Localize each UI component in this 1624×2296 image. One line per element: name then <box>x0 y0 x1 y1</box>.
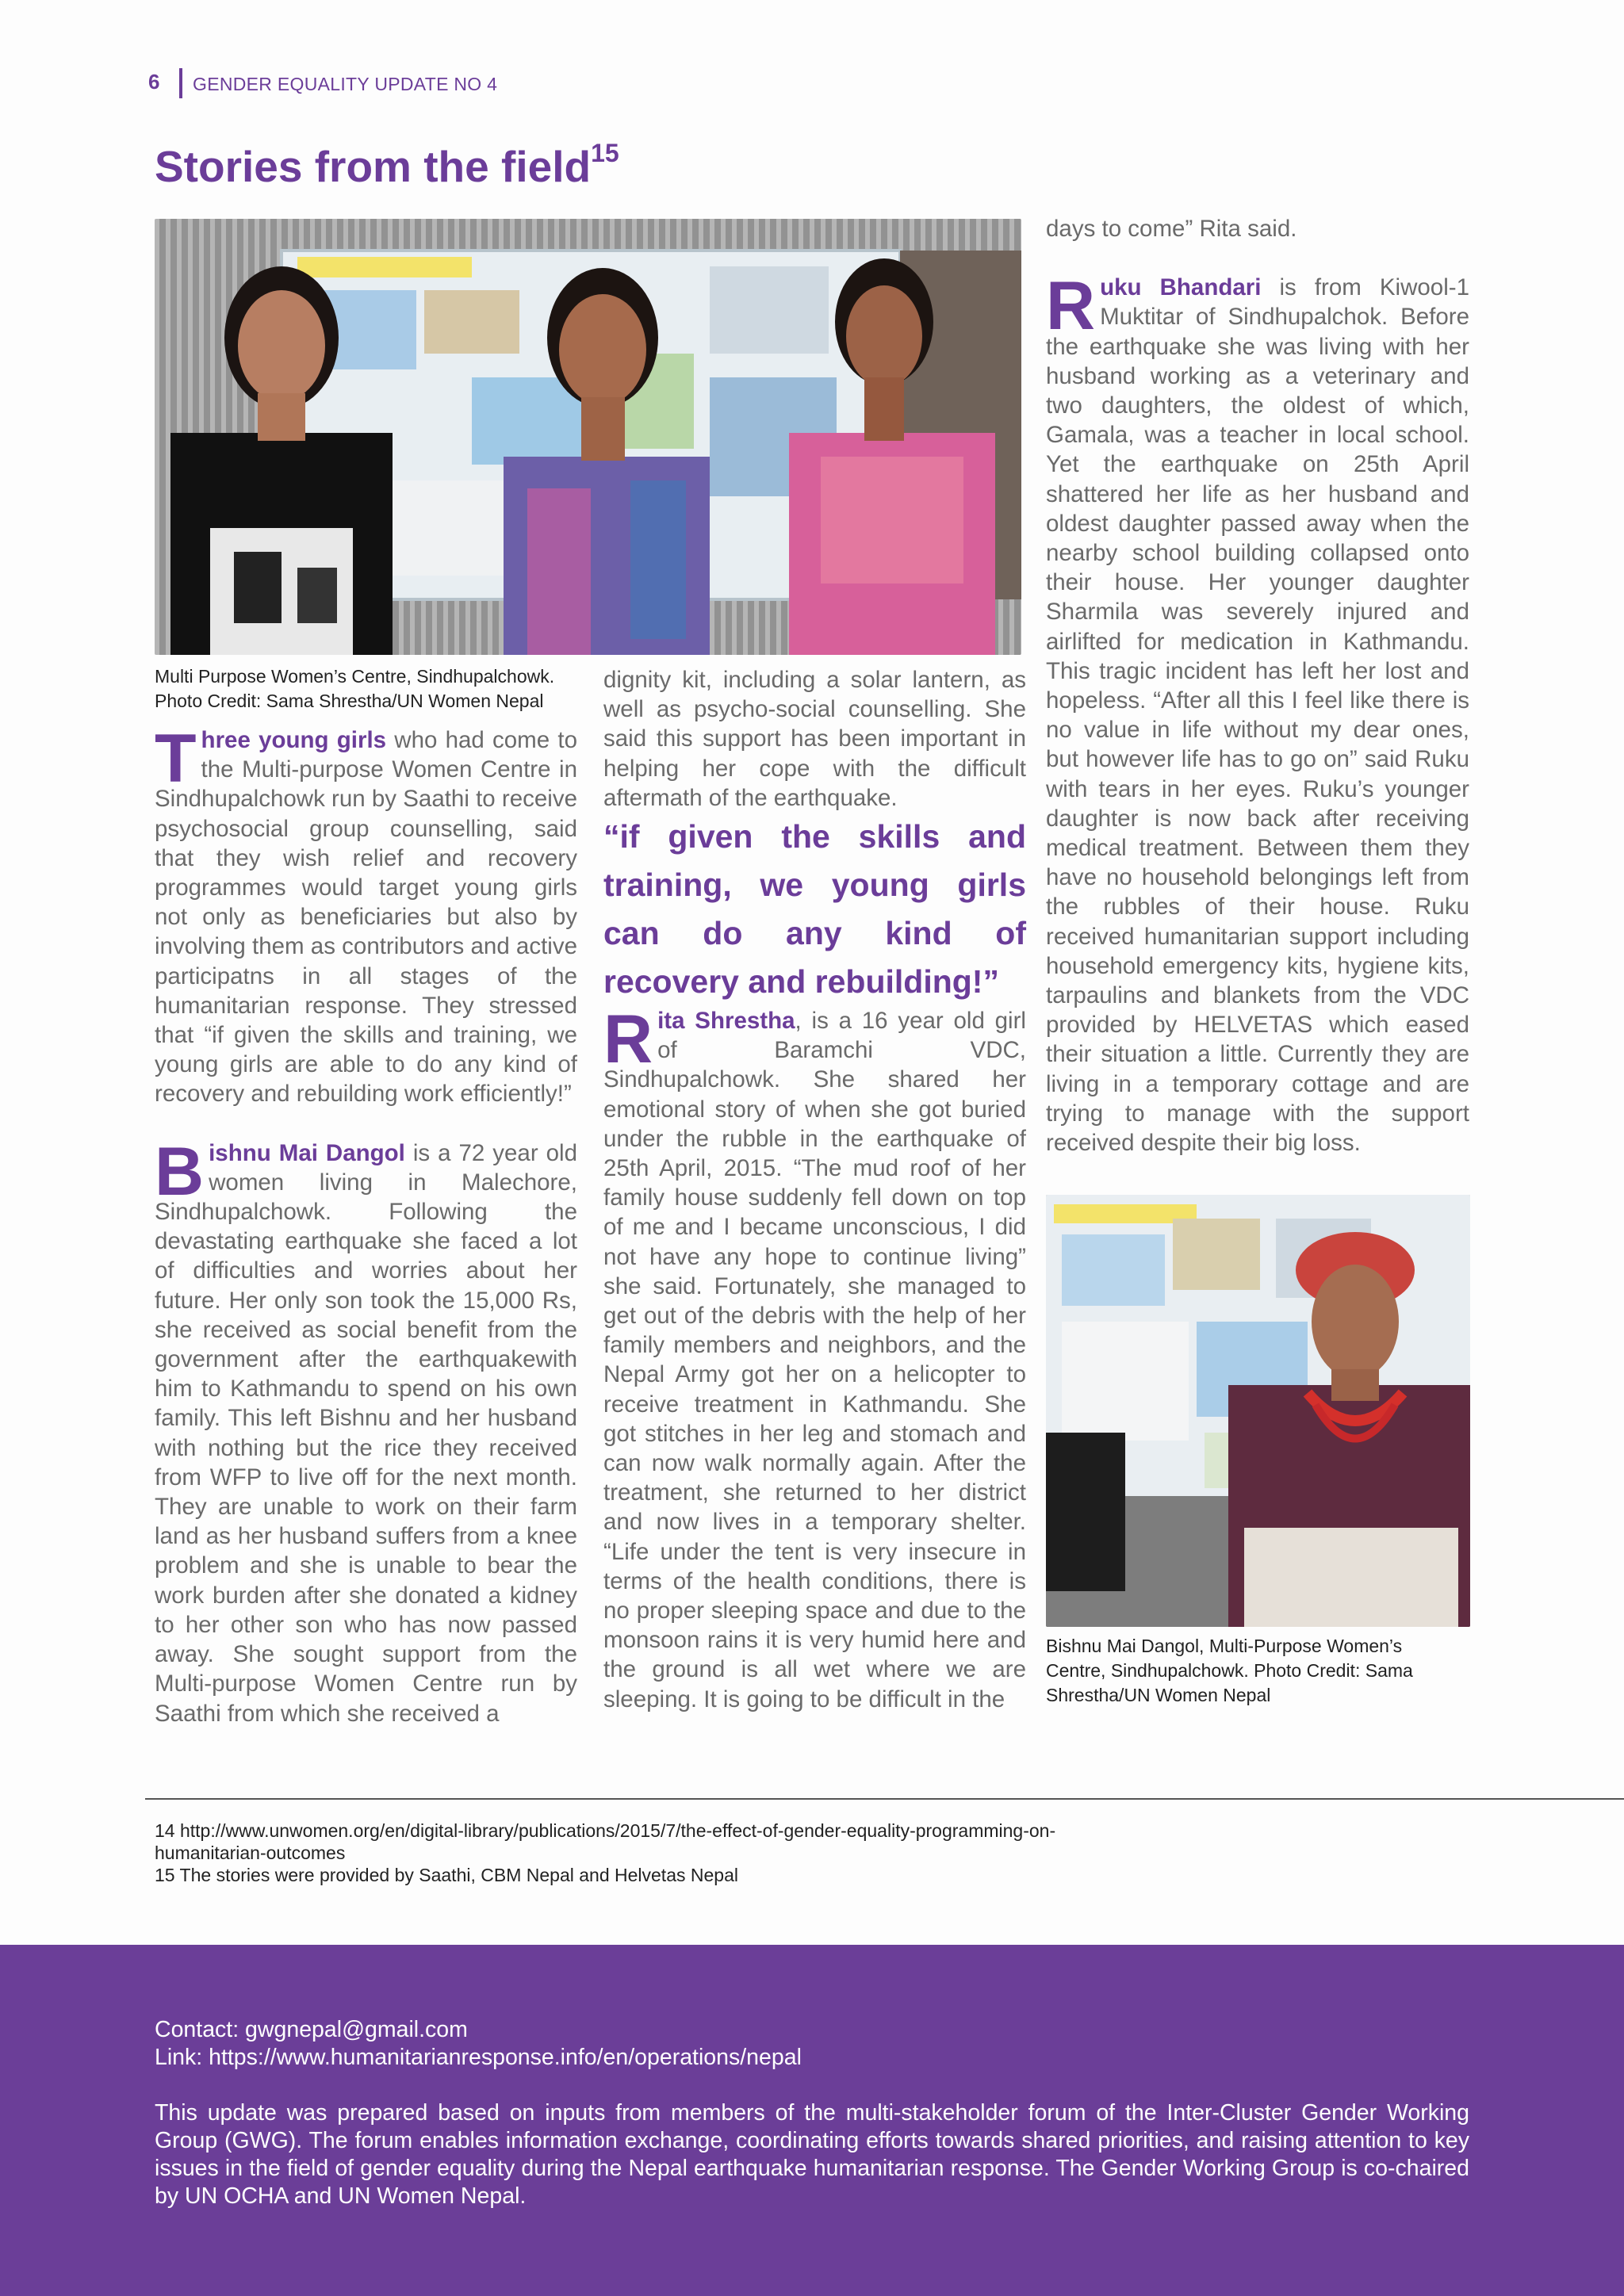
story-bishnu-continued: dignity kit, including a solar lantern, as well as psycho-social counselling. She said this support has been important in helping her cope with the difficult aftermath of the earthquake. <box>603 667 1026 811</box>
story-body: , is a 16 year old girl of Baramchi VDC, Sindhupalchowk. She shared her emotional story of when she got buried under the rubble in the earthquake of 25th April, 2015. “The mud roof of her family house suddenly fell down on top of me and I became unconscious, I did not have any hope to continue living” she said. Fortunately, she managed to get out of the debris with the help of her family members and neighbors, and the Nepal Army got her on a helicopter to receive treatment in Kathmandu. She got stitches in her leg and stomach and can now walk normally again. After the treatment, she returned to her district and now lives in a temporary shelter. “Life under the tent is very insecure in terms of the health conditions, there is no proper sleeping space and due to the monsoon rains it is very humid here and the ground is all wet where we are sleeping. It is going to be difficult in the <box>603 1008 1026 1712</box>
photo-three-young-girls <box>155 219 1021 655</box>
footnote-15: 15 The stories were provided by Saathi, CBM Nepal and Helvetas Nepal <box>155 1865 738 1885</box>
photo-caption-2: Bishnu Mai Dangol, Multi-Purpose Women’s Centre, Sindhupalchowk. Photo Credit: Sama Shrestha/UN Women Nepal <box>1046 1636 1413 1705</box>
story-lead: hree young girls <box>201 727 387 753</box>
footer-description: This update was prepared based on inputs from members of the multi-stakeholder forum of the Inter-Cluster Gender Working Group (GWG). The forum enables information exchange, coordinating efforts towards shared priorities, and raising attention to key issues in the field of gender equality during the Nepal earthquake humanitarian response. The Gender Working Group is co-chaired by UN OCHA and UN Women Nepal. <box>155 2100 1469 2209</box>
footnotes <box>155 1820 1106 1886</box>
story-rita-continued: days to come” Rita said. <box>1046 216 1297 242</box>
page-title <box>155 138 619 192</box>
story-ruku-bhandari <box>1046 268 1469 1158</box>
page-number: 6 <box>148 70 160 94</box>
story-rita-shrestha <box>603 1001 1026 1714</box>
header-divider <box>179 68 182 98</box>
column-1 <box>155 721 577 1728</box>
footer-band <box>0 1945 1624 2296</box>
footer-link: Link: https://www.humanitarianresponse.info/en/operations/nepal <box>155 2045 802 2070</box>
column-3 <box>1046 214 1469 1158</box>
page-title-text: Stories from the field <box>155 142 592 191</box>
drop-cap: B <box>155 1133 205 1210</box>
photo-caption-1-line2: Photo Credit: Sama Shrestha/UN Women Nepal <box>155 691 544 711</box>
publication-title: GENDER EQUALITY UPDATE NO 4 <box>193 74 498 94</box>
photo-bishnu-mai-dangol <box>1046 1195 1470 1627</box>
story-lead: ita Shrestha <box>657 1008 795 1035</box>
story-body: is from Kiwool-1 Muktitar of Sindhupalchok. Before the earthquake she was living with her husband working as a veterinary and two daughters, the oldest of which, Gamala, was a teacher in local school. Yet the earthquake on 25th April shattered her life as her husband and oldest daughter passed away when the nearby school building collapsed onto their house. Her younger daughter Sharmila was severely injured and airlifted for medication in Kathmandu. This tragic incident has left her lost and hopeless. “After all this I feel like there is no value in life without my dear ones, but however life has to go on” said Ruku with tears in her eyes. Ruku’s younger daughter is now back after receiving medical treatment. Between them they have no household belongings left from the rubbles of their house. Ruku received humanitarian support including household emergency kits, hygiene kits, tarpaulins and blankets from the VDC provided by HELVETAS which eased their situation a little. Currently they are living in a temporary cottage and are trying to manage with the support received despite their big loss. <box>1046 274 1469 1157</box>
photo-caption-1 <box>155 664 599 714</box>
photo-caption-1-line1: Multi Purpose Women’s Centre, Sindhupalchowk. <box>155 666 555 687</box>
pull-quote: “if given the skills and training, we young girls can do any kind of recovery and rebuilding!” <box>603 818 1026 1001</box>
footnote-14: 14 http://www.unwomen.org/en/digital-library/publications/2015/7/the-effect-of-gender-equality-programming-on-humanitarian-outcomes <box>155 1820 1056 1863</box>
story-body: is a 72 year old women living in Malechore, Sindhupalchowk. Following the devastating earthquake she faced a lot of difficulties and worries about her future. Her only son took the 15,000 Rs, she received as social benefit from the government after the earthquakewith him to Kathmandu to spend on his own family. This left Bishnu and her husband with nothing but the rice they received from WFP to live off for the next month. They are unable to work on their farm land as her husband suffers from a knee problem and she is unable to bear the work burden after she donated a kidney to her other son who has now passed away. She sought support from the Multi-purpose Women Centre run by Saathi from which she received a <box>155 1139 577 1727</box>
drop-cap: R <box>1046 268 1096 345</box>
column-2 <box>603 665 1026 1714</box>
story-three-young-girls <box>155 721 577 1109</box>
footer-content <box>155 2016 1469 2210</box>
drop-cap: R <box>603 1001 653 1078</box>
drop-cap: T <box>155 721 197 797</box>
footnote-divider <box>145 1798 1624 1800</box>
story-lead: ishnu Mai Dangol <box>209 1139 405 1166</box>
footer-contact: Contact: gwgnepal@gmail.com <box>155 2017 468 2042</box>
story-bishnu-mai-dangol <box>155 1133 577 1728</box>
page-title-footnote-ref: 15 <box>591 138 619 167</box>
story-body: who had come to the Multi-purpose Women Centre in Sindhupalchowk run by Saathi to receive psychosocial group counselling, said that they wish relief and recovery programmes would target young girls not only as beneficiaries but also by involving them as contributors and active participatns in all stages of the humanitarian response. They stressed that “if given the skills and training, we young girls are able to do any kind of recovery and rebuilding work efficiently!” <box>155 727 577 1108</box>
story-lead: uku Bhandari <box>1100 274 1262 301</box>
